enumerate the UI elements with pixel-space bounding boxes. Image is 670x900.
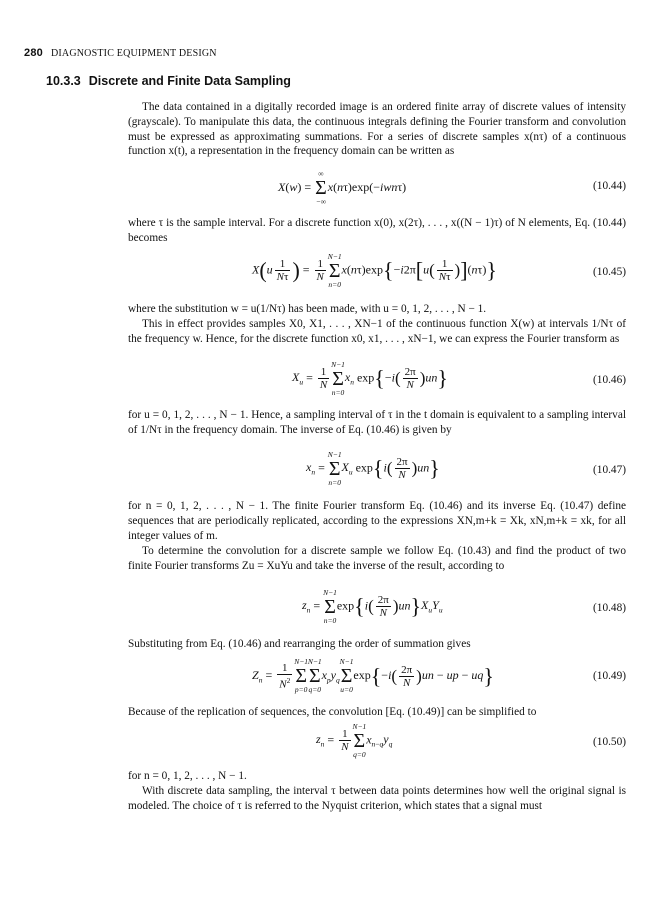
equation-10-47	[128, 449, 626, 492]
paragraph-11: With discrete data sampling, the interval τ between data points determines how well the original signal is modeled. The choice of τ is referred to the Nyquist criterion, which states that a signal must	[128, 785, 626, 812]
equation-number: (10.46)	[593, 374, 626, 386]
section-heading	[46, 74, 291, 88]
equation-body: X(u $\frac{1}{N\tau}$ ) = $\frac{1}{N}$ Σ N−1 n=0 x(nτ)exp{−i2π[u( $\frac{1}{N\tau}$ )](nτ)}	[252, 251, 497, 289]
equation-number: (10.48)	[593, 602, 626, 614]
paragraph-3: where the substitution w = u(1/Nτ) has been made, with u = 0, 1, 2, . . . , N − 1.	[128, 303, 487, 315]
equation-body: X(w) = Σ ∞ −∞ x(nτ)exp(−iwnτ)	[278, 169, 407, 206]
equation-number: (10.44)	[593, 180, 626, 192]
paragraph-1: The data contained in a digitally recorded image is an ordered finite array of discrete values of intensity (grayscale). To manipulate this data, the continuous integrals defining the Fourier transform and convolution must be expressed as approximating summations. For a series of discrete samples x(nτ) of a continuous function x(t), a representation in the frequency domain can be written as	[128, 101, 626, 158]
equation-body: $z_n = \Sigma$ N−1 n=0 exp{i( $\frac{2\pi}{N}$ )$un\}X_uY_u$	[302, 587, 443, 625]
equation-number: (10.47)	[593, 464, 626, 476]
equation-10-45	[128, 251, 626, 294]
equation-10-46	[128, 359, 626, 402]
equation-number: (10.49)	[593, 670, 626, 682]
section-title-text: Discrete and Finite Data Sampling	[88, 74, 291, 88]
equation-body: $X_u$ = $\frac{1}{N}$ Σ N−1 n=0 $x_n$ exp{−i( $\frac{2\pi}{N}$ )un}	[292, 359, 448, 397]
equation-10-49	[128, 658, 626, 698]
paragraph-4: This in effect provides samples X0, X1, . . . , XN−1 of the continuous function X(w) at intervals 1/Nτ of the frequency w. Hence, for the discrete function x0, x1, . . . , xN−1, we can express the Fourier transform as	[128, 318, 626, 345]
section-number: 10.3.3	[46, 74, 81, 88]
equation-10-44	[128, 169, 626, 206]
paragraph-7: To determine the convolution for a discrete sample we follow Eq. (10.43) and find the product of two finite Fourier transforms Zu = XuYu and take the inverse of the result, according to	[128, 545, 626, 572]
equation-10-48	[128, 587, 626, 630]
equation-body: $Z_n$ = $\frac{1}{N^2}$ Σ N−1 p=0 Σ N−1 q=0 $x_py_q\Sigma$ N−1 u=0 exp{−i( $\frac{2\pi}{N}$ )un − up − uq}	[252, 657, 494, 695]
paragraph-2: where τ is the sample interval. For a discrete function x(0), x(2τ), . . . , x((N − 1)τ) of N elements, Eq. (10.44) becomes	[128, 217, 626, 244]
equation-number: (10.45)	[593, 266, 626, 278]
equation-body: $x_n = \Sigma$ N−1 n=0 $X_u$ exp{i( $\frac{2\pi}{N}$ )un}	[306, 449, 440, 487]
paragraph-10: for n = 0, 1, 2, . . . , N − 1.	[128, 770, 247, 782]
equation-number: (10.50)	[593, 736, 626, 748]
paragraph-6: for n = 0, 1, 2, . . . , N − 1. The finite Fourier transform Eq. (10.46) and its inverse Eq. (10.47) define sequences that are periodically replicated, according to the expressions XN,m+k = Xk, xN,m+k = xk, for all integer values of m.	[128, 500, 626, 542]
page-number: 280	[24, 47, 43, 59]
equation-10-50	[128, 721, 626, 764]
running-header	[24, 47, 217, 59]
paragraph-9: Because of the replication of sequences, the convolution [Eq. (10.49)] can be simplified to	[128, 706, 537, 718]
paragraph-5: for u = 0, 1, 2, . . . , N − 1. Hence, a sampling interval of τ in the t domain is equivalent to a sampling interval of 1/Nτ in the frequency domain. The inverse of Eq. (10.46) is given by	[128, 409, 626, 436]
equation-body: $z_n$ = $\frac{1}{N}$ Σ N−1 q=0 $x_{n-q}y_q$	[316, 721, 393, 759]
paragraph-8: Substituting from Eq. (10.46) and rearranging the order of summation gives	[128, 638, 471, 650]
running-title: DIAGNOSTIC EQUIPMENT DESIGN	[50, 48, 217, 59]
